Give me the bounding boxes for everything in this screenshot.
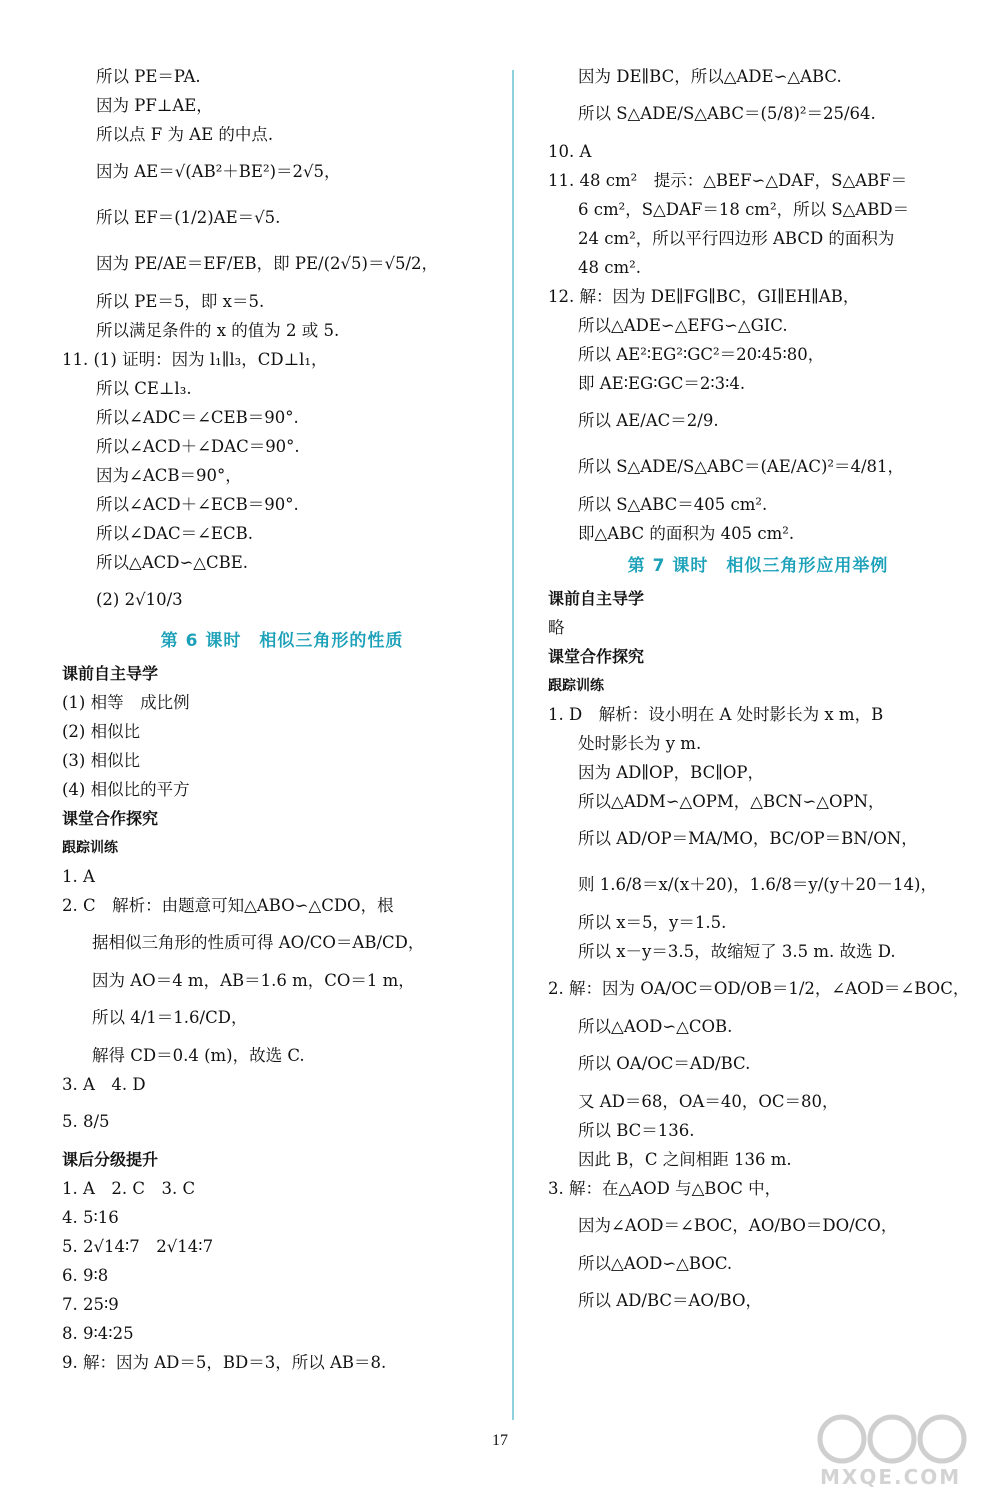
- left-line: 4. 5∶16: [62, 1207, 119, 1227]
- right-line: 所以 OA/OC＝AD/BC.: [578, 1054, 751, 1073]
- page-number: 17: [492, 1432, 508, 1449]
- column-divider: [512, 70, 514, 1420]
- watermark-logo: [812, 1409, 972, 1489]
- right-line: 即△ABC 的面积为 405 cm².: [578, 523, 795, 543]
- right-line: 所以 S△ADE/S△ABC＝(5/8)²＝25/64.: [578, 104, 876, 123]
- left-line: (2) 相似比: [62, 721, 141, 741]
- left-line: 所以 EF＝(1/2)AE＝√5.: [96, 208, 281, 227]
- left-line: (2) 2√10/3: [96, 590, 183, 609]
- left-line: 11. (1) 证明：因为 l₁∥l₃，CD⊥l₁，: [62, 349, 328, 369]
- right-line: 48 cm².: [578, 257, 641, 277]
- left-line: 所以 PE＝PA.: [96, 66, 201, 86]
- left-line: 7. 25∶9: [62, 1294, 119, 1314]
- left-line: (3) 相似比: [62, 750, 141, 770]
- right-line: 所以 AE²∶EG²∶GC²＝20∶45∶80，: [578, 344, 825, 364]
- left-line: 所以∠ACD＋∠ECB＝90°.: [96, 494, 299, 514]
- right-line: 所以△AOD∽△COB.: [578, 1016, 733, 1036]
- left-line: 所以点 F 为 AE 的中点.: [96, 124, 274, 144]
- left-line: 所以 PE＝5，即 x＝5.: [96, 291, 265, 311]
- left-line: 课前自主导学: [62, 663, 159, 683]
- left-line: 据相似三角形的性质可得 AO/CO＝AB/CD，: [92, 933, 425, 952]
- left-line: 课后分级提升: [62, 1149, 159, 1169]
- right-line: 12. 解：因为 DE∥FG∥BC，GI∥EH∥AB，: [548, 286, 860, 306]
- left-line: 所以∠ADC＝∠CEB＝90°.: [96, 407, 299, 427]
- right-line: 略: [548, 617, 565, 637]
- left-line: 6. 9∶8: [62, 1265, 109, 1285]
- left-line: 5. 8/5: [62, 1112, 110, 1131]
- right-line: 所以 x－y＝3.5，故缩短了 3.5 m. 故选 D.: [578, 941, 896, 961]
- left-line: 所以 4/1＝1.6/CD，: [92, 1008, 248, 1027]
- section-title: 第 7 课时 相似三角形应用举例: [627, 556, 889, 576]
- right-line: 所以△ADM∽△OPM，△BCN∽△OPN，: [578, 791, 885, 811]
- left-line: 课堂合作探究: [62, 808, 159, 828]
- left-line: 因为 PF⊥AE，: [96, 95, 213, 115]
- left-line: 因为∠ACB＝90°，: [96, 465, 242, 485]
- right-line: 24 cm²，所以平行四边形 ABCD 的面积为: [578, 228, 895, 248]
- right-line: 所以 AE/AC＝2/9.: [578, 411, 719, 430]
- left-line: 3. A 4. D: [62, 1074, 146, 1094]
- left-line: 所以∠ACD＋∠DAC＝90°.: [96, 436, 300, 456]
- right-line: 处时影长为 y m.: [578, 733, 702, 753]
- left-line: 跟踪训练: [62, 839, 118, 856]
- right-line: 所以 AD/OP＝MA/MO，BC/OP＝BN/ON，: [578, 829, 918, 848]
- left-line: 因为 PE/AE＝EF/EB，即 PE/(2√5)＝√5/2，: [96, 254, 439, 273]
- left-line: 9. 解：因为 AD＝5，BD＝3，所以 AB＝8.: [62, 1352, 387, 1372]
- right-line: 10. A: [548, 141, 592, 161]
- left-line: (4) 相似比的平方: [62, 779, 190, 799]
- right-line: 则 1.6/8＝x/(x＋20)，1.6/8＝y/(y＋20－14)，: [578, 875, 937, 894]
- right-line: 所以 BC＝136.: [578, 1120, 695, 1140]
- right-line: 所以 x＝5，y＝1.5.: [578, 912, 727, 932]
- right-line: 因为 AD∥OP，BC∥OP，: [578, 762, 764, 782]
- right-line: 所以 AD/BC＝AO/BO，: [578, 1291, 762, 1310]
- right-line: 所以△ADE∽△EFG∽△GIC.: [578, 315, 788, 335]
- right-line: 课前自主导学: [548, 588, 645, 608]
- left-line: 1. A 2. C 3. C: [62, 1178, 196, 1198]
- watermark-text: MXQE.COM: [820, 1465, 962, 1489]
- left-line: 因为 AE＝√(AB²＋BE²)＝2√5，: [96, 162, 341, 181]
- right-line: 即 AE∶EG∶GC＝2∶3∶4.: [578, 373, 746, 393]
- right-line: 跟踪训练: [548, 677, 604, 694]
- right-line: 11. 48 cm² 提示：△BEF∽△DAF，S△ABF＝: [548, 170, 908, 190]
- right-line: 因此 B，C 之间相距 136 m.: [578, 1149, 792, 1169]
- right-line: 因为 DE∥BC，所以△ADE∽△ABC.: [578, 66, 842, 86]
- left-line: 2. C 解析：由题意可知△ABO∽△CDO，根: [62, 895, 394, 915]
- left-line: 所以满足条件的 x 的值为 2 或 5.: [96, 320, 340, 340]
- right-line: 1. D 解析：设小明在 A 处时影长为 x m，B: [548, 704, 884, 724]
- left-line: 所以 CE⊥l₃.: [96, 378, 192, 398]
- left-line: (1) 相等 成比例: [62, 692, 190, 712]
- right-line: 3. 解：在△AOD 与△BOC 中，: [548, 1178, 782, 1198]
- right-line: 课堂合作探究: [548, 646, 645, 666]
- right-line: 所以 S△ABC＝405 cm².: [578, 494, 768, 514]
- right-line: 又 AD＝68，OA＝40，OC＝80，: [578, 1091, 839, 1111]
- watermark-icon: [812, 1409, 972, 1469]
- right-line: 所以△AOD∽△BOC.: [578, 1253, 733, 1273]
- left-line: 5. 2√14∶7 2√14∶7: [62, 1236, 214, 1256]
- right-column: [548, 62, 968, 1324]
- left-line: 所以∠DAC＝∠ECB.: [96, 523, 253, 543]
- right-line: 6 cm²，S△DAF＝18 cm²，所以 S△ABD＝: [578, 199, 910, 219]
- right-line: 因为∠AOD＝∠BOC，AO/BO＝DO/CO，: [578, 1216, 898, 1235]
- left-line: 8. 9∶4∶25: [62, 1323, 134, 1343]
- right-line: 所以 S△ADE/S△ABC＝(AE/AC)²＝4/81，: [578, 457, 905, 476]
- right-line: 2. 解：因为 OA/OC＝OD/OB＝1/2，∠AOD＝∠BOC，: [548, 979, 970, 998]
- section-title: 第 6 课时 相似三角形的性质: [160, 631, 404, 651]
- left-line: 1. A: [62, 866, 95, 886]
- left-line: 所以△ACD∽△CBE.: [96, 552, 249, 572]
- left-line: 因为 AO＝4 m，AB＝1.6 m，CO＝1 m，: [92, 970, 415, 990]
- left-line: 解得 CD＝0.4 (m)，故选 C.: [92, 1045, 305, 1065]
- left-column: [62, 62, 502, 1377]
